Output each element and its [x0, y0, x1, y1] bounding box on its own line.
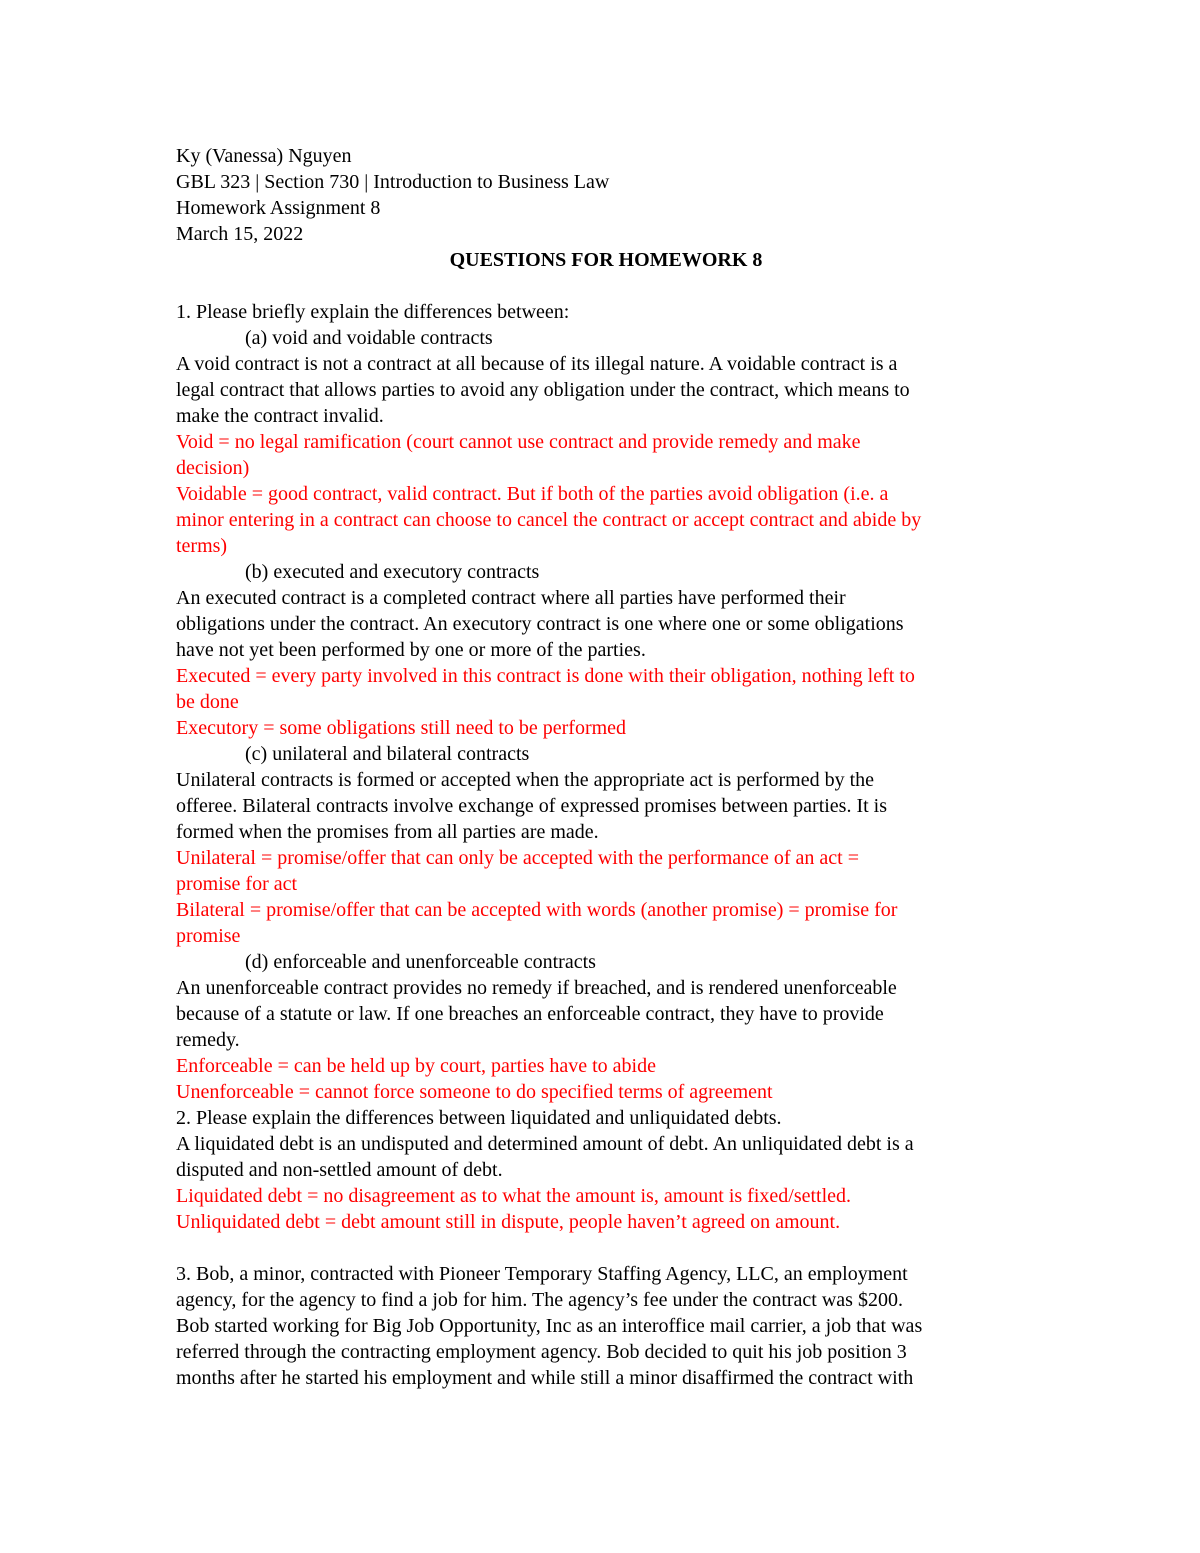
question-3-line: Bob started working for Big Job Opportunity, Inc as an interoffice mail carrier, a job that was	[176, 1315, 923, 1337]
question-1a-answer-line: make the contract invalid.	[176, 405, 384, 427]
question-3-line: 3. Bob, a minor, contracted with Pioneer Temporary Staffing Agency, LLC, an employment	[176, 1263, 908, 1285]
question-1b-answer-line: An executed contract is a completed contract where all parties have performed their	[176, 587, 846, 609]
question-1a-note-line: terms)	[176, 535, 228, 557]
question-1b-answer-line: have not yet been performed by one or more of the parties.	[176, 639, 646, 661]
question-1c-label: (c) unilateral and bilateral contracts	[245, 743, 530, 765]
question-1a-note-line: decision)	[176, 457, 250, 479]
question-1a-label: (a) void and voidable contracts	[245, 327, 493, 349]
question-1d-answer-line: remedy.	[176, 1029, 240, 1051]
assignment-title: Homework Assignment 8	[176, 197, 381, 219]
question-1b-answer-line: obligations under the contract. An executory contract is one where one or some obligations	[176, 613, 904, 635]
question-1b-note-line: Executed = every party involved in this contract is done with their obligation, nothing left to	[176, 665, 915, 687]
question-1c-answer-line: formed when the promises from all parties are made.	[176, 821, 599, 843]
question-1a-note-line: minor entering in a contract can choose to cancel the contract or accept contract and abide by	[176, 509, 922, 531]
document-page	[176, 143, 1036, 1391]
spacer	[176, 1235, 1036, 1261]
author-name: Ky (Vanessa) Nguyen	[176, 145, 352, 167]
question-2-note-line: Unliquidated debt = debt amount still in dispute, people haven’t agreed on amount.	[176, 1211, 841, 1233]
question-2-answer-line: disputed and non-settled amount of debt.	[176, 1159, 503, 1181]
question-1a-note-line: Void = no legal ramification (court cannot use contract and provide remedy and make	[176, 431, 861, 453]
page-title: QUESTIONS FOR HOMEWORK 8	[449, 249, 763, 271]
question-1a-note-line: Voidable = good contract, valid contract. But if both of the parties avoid obligation (i.e. a	[176, 483, 889, 505]
question-1d-answer-line: An unenforceable contract provides no remedy if breached, and is rendered unenforceable	[176, 977, 897, 999]
question-2-prompt: 2. Please explain the differences between liquidated and unliquidated debts.	[176, 1107, 782, 1129]
question-1c-note-line: Bilateral = promise/offer that can be accepted with words (another promise) = promise for	[176, 899, 898, 921]
question-1c-answer-line: offeree. Bilateral contracts involve exchange of expressed promises between parties. It is	[176, 795, 888, 817]
question-1a-answer-line: A void contract is not a contract at all because of its illegal nature. A voidable contract is a	[176, 353, 898, 375]
question-1d-note-line: Enforceable = can be held up by court, parties have to abide	[176, 1055, 656, 1077]
question-2-answer-line: A liquidated debt is an undisputed and determined amount of debt. An unliquidated debt is a	[176, 1133, 914, 1155]
question-1c-note-line: promise	[176, 925, 241, 947]
question-1d-note-line: Unenforceable = cannot force someone to do specified terms of agreement	[176, 1081, 773, 1103]
spacer	[176, 273, 1036, 299]
question-1d-label: (d) enforceable and unenforceable contracts	[245, 951, 596, 973]
question-1c-note-line: promise for act	[176, 873, 298, 895]
question-3-line: months after he started his employment and while still a minor disaffirmed the contract with	[176, 1367, 914, 1389]
question-2-note-line: Liquidated debt = no disagreement as to what the amount is, amount is fixed/settled.	[176, 1185, 852, 1207]
question-3-line: agency, for the agency to find a job for him. The agency’s fee under the contract was $200.	[176, 1289, 903, 1311]
question-1d-answer-line: because of a statute or law. If one breaches an enforceable contract, they have to provide	[176, 1003, 884, 1025]
question-1b-note-line: Executory = some obligations still need to be performed	[176, 717, 627, 739]
course-info: GBL 323 | Section 730 | Introduction to Business Law	[176, 171, 610, 193]
question-1a-answer-line: legal contract that allows parties to avoid any obligation under the contract, which means to	[176, 379, 910, 401]
assignment-date: March 15, 2022	[176, 223, 304, 245]
question-1c-answer-line: Unilateral contracts is formed or accepted when the appropriate act is performed by the	[176, 769, 875, 791]
question-1c-note-line: Unilateral = promise/offer that can only be accepted with the performance of an act =	[176, 847, 860, 869]
question-3-line: referred through the contracting employment agency. Bob decided to quit his job position 3	[176, 1341, 907, 1363]
question-1-prompt: 1. Please briefly explain the differences between:	[176, 301, 570, 323]
question-1b-note-line: be done	[176, 691, 239, 713]
question-1b-label: (b) executed and executory contracts	[245, 561, 540, 583]
